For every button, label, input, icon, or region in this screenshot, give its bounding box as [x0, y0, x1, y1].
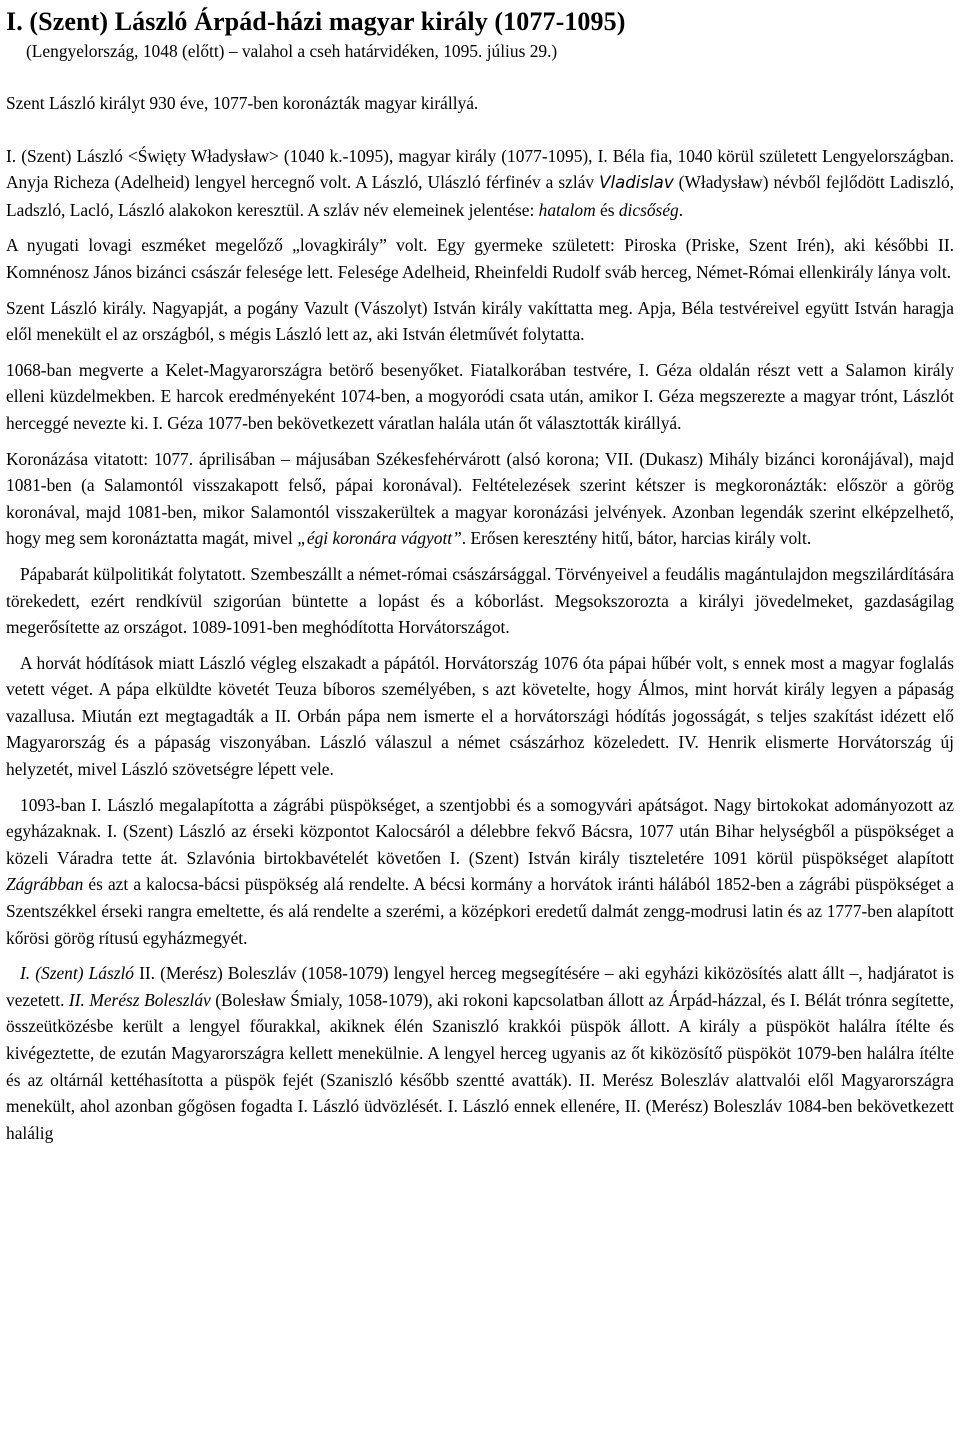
paragraph-boleslaw [6, 960, 954, 1146]
text-run: . [678, 199, 684, 220]
text-run: II. (Merész) Boleszláv (1058-1079) lengyel herceg megsegítésére – aki egyházi kiközösítés alatt állt –, hadjáratot is vezetett. [6, 963, 954, 1010]
document-title: I. (Szent) László Árpád-házi magyar király (1077-1095) [6, 7, 626, 36]
paragraph-foreign-policy: Pápabarát külpolitikát folytatott. Szembeszállt a német-római császársággal. Törvényeivel a feudális magántulajdon megszilárdítására törekedett, ezért rendkívül szigorúan büntette a lopást és a kóborlást. Megsokszorozta a királyi jövedelmeket, gazdaságilag megerősítette az országot. 1089-1091-ben meghódította Horvátországot. [6, 563, 954, 638]
document-subtitle: (Lengyelország, 1048 (előtt) – valahol a cseh határvidéken, 1095. július 29.) [26, 41, 558, 61]
paragraph-name-origin [6, 143, 954, 224]
emphasis-hatalom: hatalom [538, 199, 596, 220]
paragraph-croatia: A horvát hódítások miatt László végleg elszakadt a pápától. Horvátország 1076 óta pápai hűbér volt, s ennek most a magyar foglalás vetett véget. A pápa elküldte követét Teuza bíboros személyében, s azt követelte, hogy Álmos, mint horvát király legyen a pápaság vazallusa. Miután ezt megtagadták a II. Orbán pápa nem ismerte el a horvátországi hódítás jogosságát, s teljes szakítást idézett elő Magyarország és a pápaság viszonyában. László válaszul a német császárhoz közeledett. IV. Henrik elismerte Horvátország új helyzetét, mivel László szövetségre lépett vele. [6, 652, 954, 780]
text-run: és azt a kalocsa-bácsi püspökség alá rendelte. A bécsi kormány a horvátok iránti hálából 1852-ben a zágrábi püspökséget a Szentszékkel érseki rangra emeltette, és alá rendelte a szerémi, a középkori eredetű dalmát zengg-modrusi latin és az 1777-ben alapított kőrösi görög rítusú egyházmegyét. [6, 874, 954, 948]
text-run: . Erősen keresztény hitű, bátor, harcias király volt. [461, 528, 812, 549]
text-run: (Bolesław Śmialy, 1058-1079), aki rokoni kapcsolatban állott az Árpád-házzal, és I. Bélát trónra segítette, összeütközésbe került a lengyel főurakkal, akiknek élén Szaniszló krakkói püspök állott. A király a püspököt halálra ítélte és kivégeztette, de ezután Magyarországra kellett menekülnie. A lengyel herceg ugyanis az őt kiközösítő püspököt 1079-ben halálra ítélte és az oltárnál kettéhasította a püspök fejét (Szaniszló később szentté avatták). II. Merész Boleszláv alattvalói elől Magyarországra menekült, ahol azonban gőgösen fogadta I. László üdvözlését. I. László ennek ellenére, II. (Merész) Boleszláv 1084-ben bekövetkezett halálig [6, 989, 954, 1143]
emphasis-quote: „égi koronára vágyott” [297, 528, 462, 549]
emphasis-vladislav: Vladislav [599, 173, 674, 193]
paragraph-coronation [6, 446, 954, 552]
text-run: és [595, 199, 619, 220]
text-run: I. (Szent) László <Święty Władysław> (1040 k.-1095), magyar király (1077-1095), I. Béla fia, 1040 körül született Lengyelországban. Anyja Richeza (Adelheid) lengyel hercegnő volt. A László, Ulászló férfinév a szláv [6, 145, 954, 193]
emphasis-zagrab: Zágrábban [6, 874, 84, 895]
paragraph-saint-king: Szent László király. Nagyapját, a pogány Vazult (Vászolyt) István király vakíttatta meg. Apja, Béla testvéreivel együtt István haragja elől menekült el az országból, s mégis László lett az, aki István életművét folytatta. [6, 297, 954, 345]
paragraph-bishoprics [6, 792, 954, 952]
intro-paragraph: Szent László királyt 930 éve, 1077-ben koronázták magyar királlyá. [6, 93, 479, 113]
text-run: 1093-ban I. László megalapította a zágrábi püspökséget, a szentjobbi és a somogyvári apátságot. Nagy birtokokat adományozott az egyházaknak. I. (Szent) László az érseki központot Kalocsáról a délebbre fekvő Bácsra, 1077 után Bihar helységből a püspökséget a közeli Váradra tette át. Szlavónia birtokbavételét követően I. (Szent) István király tiszteletére 1091 körül püspökséget alapított [6, 794, 954, 868]
emphasis-laszlo: I. (Szent) László [20, 963, 135, 984]
text-run: Koronázása vitatott: 1077. áprilisában – májusában Székesfehérvárott (alsó korona; VII. (Dukasz) Mihály bizánci koronájával), majd 1081-ben (a Salamontól visszakapott felső, pápai koronával). Feltételezések szerint kétszer is megkoronázták: először a görög koronával, majd 1081-ben, mikor Salamontól visszakerültek a magyar koronázási jelvények. Azonban legendák szerint elképzelhető, hogy meg sem koronáztatta magát, mivel [6, 448, 954, 549]
paragraph-family: A nyugati lovagi eszméket megelőző „lovagkirály” volt. Egy gyermeke született: Piroska (Priske, Szent Irén), aki későbbi II. Komnénosz János bizánci császár felesége lett. Felesége Adelheid, Rheinfeldi Rudolf sváb herceg, Német-Római ellenkirály lánya volt. [6, 235, 954, 282]
paragraph-battles: 1068-ban megverte a Kelet-Magyarországra betörő besenyőket. Fiatalkorában testvére, I. Géza oldalán részt vett a Salamon király elleni küzdelmekben. E harcok eredményeként 1074-ben, a mogyoródi csata után, amikor I. Géza megszerezte a magyar trónt, Lászlót herceggé nevezte ki. I. Géza 1077-ben bekövetkezett váratlan halála után őt választották királlyá. [6, 359, 954, 433]
page-content [6, 0, 954, 1440]
text-run: (Władysław) névből fejlődött Ladiszló, Ladszló, Lacló, László alakokon keresztül. A szláv név elemeinek jelentése: [6, 172, 954, 220]
emphasis-dicsoseg: dicsőség [618, 199, 679, 220]
emphasis-boleszlav: II. Merész Boleszláv [68, 989, 211, 1010]
